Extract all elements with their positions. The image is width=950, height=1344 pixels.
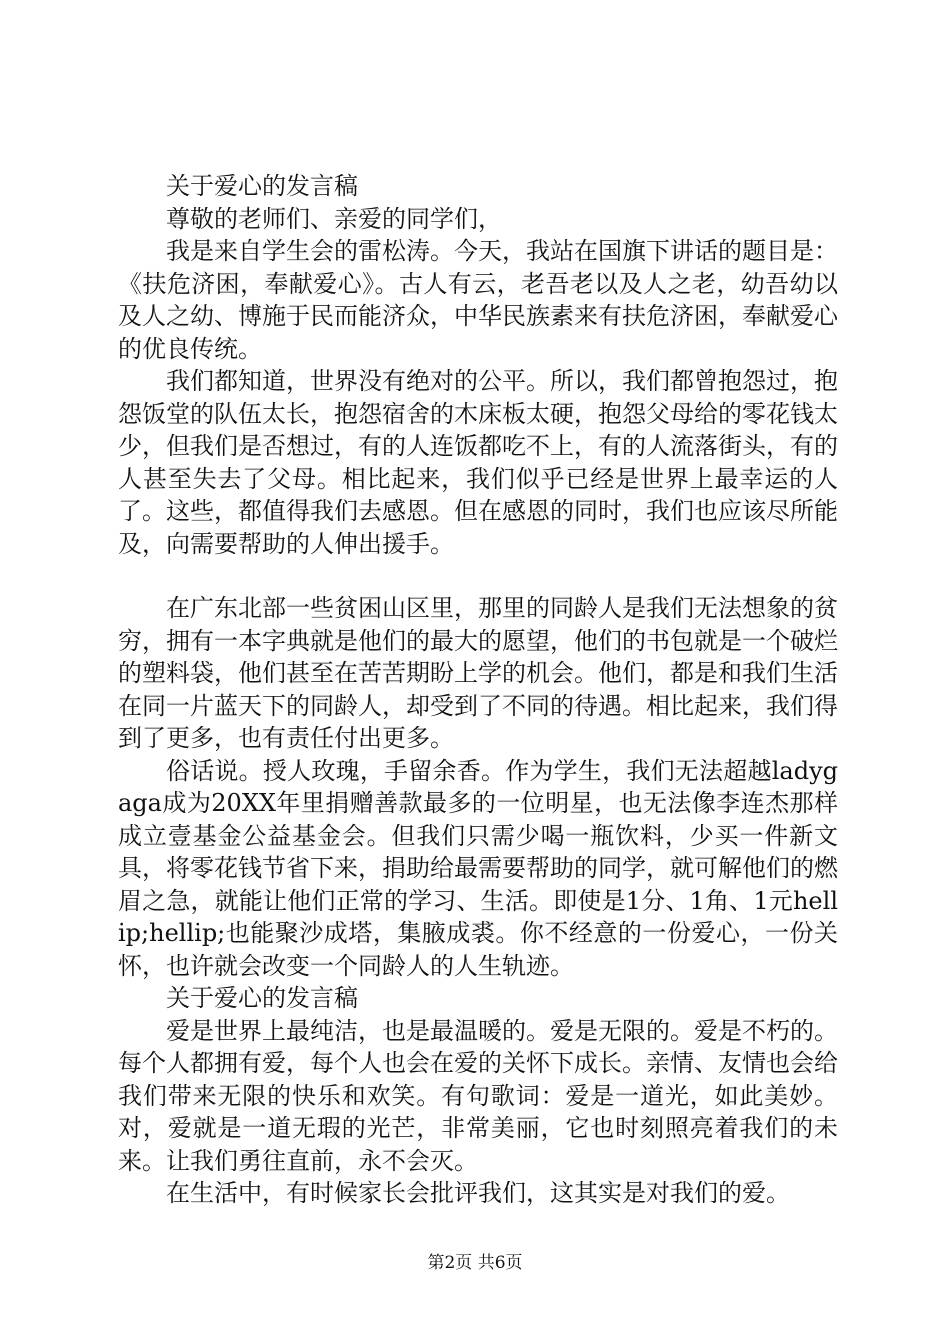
salutation: 尊敬的老师们、亲爱的同学们，	[166, 204, 502, 233]
paragraph-6: 在生活中，有时候家长会批评我们，这其实是对我们的爱。	[166, 1179, 790, 1207]
paragraph-3: 在广东北部一些贫困山区里，那里的同龄人是我们无法想象的贫穷，拥有一本字典就是他们的最大的愿望，他们的书包就是一个破烂的塑料袋，他们甚至在苦苦期盼上学的机会。他们，都是和我们生活在同一片蓝天下的同龄人，却受到了不同的待遇。相比起来，我们得到了更多，也有责任付出更多。	[118, 594, 838, 752]
page-number: 第2页 共6页	[427, 1253, 523, 1273]
paragraph-5: 爱是世界上最纯洁，也是最温暖的。爱是无限的。爱是不朽的。每个人都拥有爱，每个人也会在爱的关怀下成长。亲情、友情也会给我们带来无限的快乐和欢笑。有句歌词：爱是一道光，如此美妙。对，爱就是一道无瑕的光芒，非常美丽，它也时刻照亮着我们的未来。让我们勇往直前，永不会灭。	[118, 1016, 838, 1175]
speech-title-2: 关于爱心的发言稿	[166, 984, 358, 1012]
paragraph-2: 我们都知道，世界没有绝对的公平。所以，我们都曾抱怨过，抱怨饭堂的队伍太长，抱怨宿舍的木床板太硬，抱怨父母给的零花钱太少，但我们是否想过，有的人连饭都吃不上，有的人流落街头，有的人甚至失去了父母。相比起来，我们似乎已经是世界上最幸运的人了。这些，都值得我们去感恩。但在感恩的同时，我们也应该尽所能及，向需要帮助的人伸出援手。	[118, 367, 838, 558]
speech-title: 关于爱心的发言稿	[166, 172, 358, 200]
paragraph-4: 俗话说。授人玫瑰，手留余香。作为学生，我们无法超越ladygaga成为20XX年里捐赠善款最多的一位明星，也无法像李连杰那样成立壹基金公益基金会。但我们只需少喝一瓶饮料，少买一件新文具，将零花钱节省下来，捐助给最需要帮助的同学，就可解他们的燃眉之急，就能让他们正常的学习、生活。即使是1分、1角、1元hellip;hellip;也能聚沙成塔，集腋成裘。你不经意的一份爱心，一份关怀，也许就会改变一个同龄人的人生轨迹。	[118, 756, 838, 980]
paragraph-1: 我是来自学生会的雷松涛。今天，我站在国旗下讲话的题目是：《扶危济困，奉献爱心》。古人有云，老吾老以及人之老，幼吾幼以及人之幼、博施于民而能济众，中华民族素来有扶危济困，奉献爱心的优良传统。	[118, 237, 838, 363]
paragraph-gap	[118, 560, 838, 592]
document-body	[118, 170, 838, 1210]
